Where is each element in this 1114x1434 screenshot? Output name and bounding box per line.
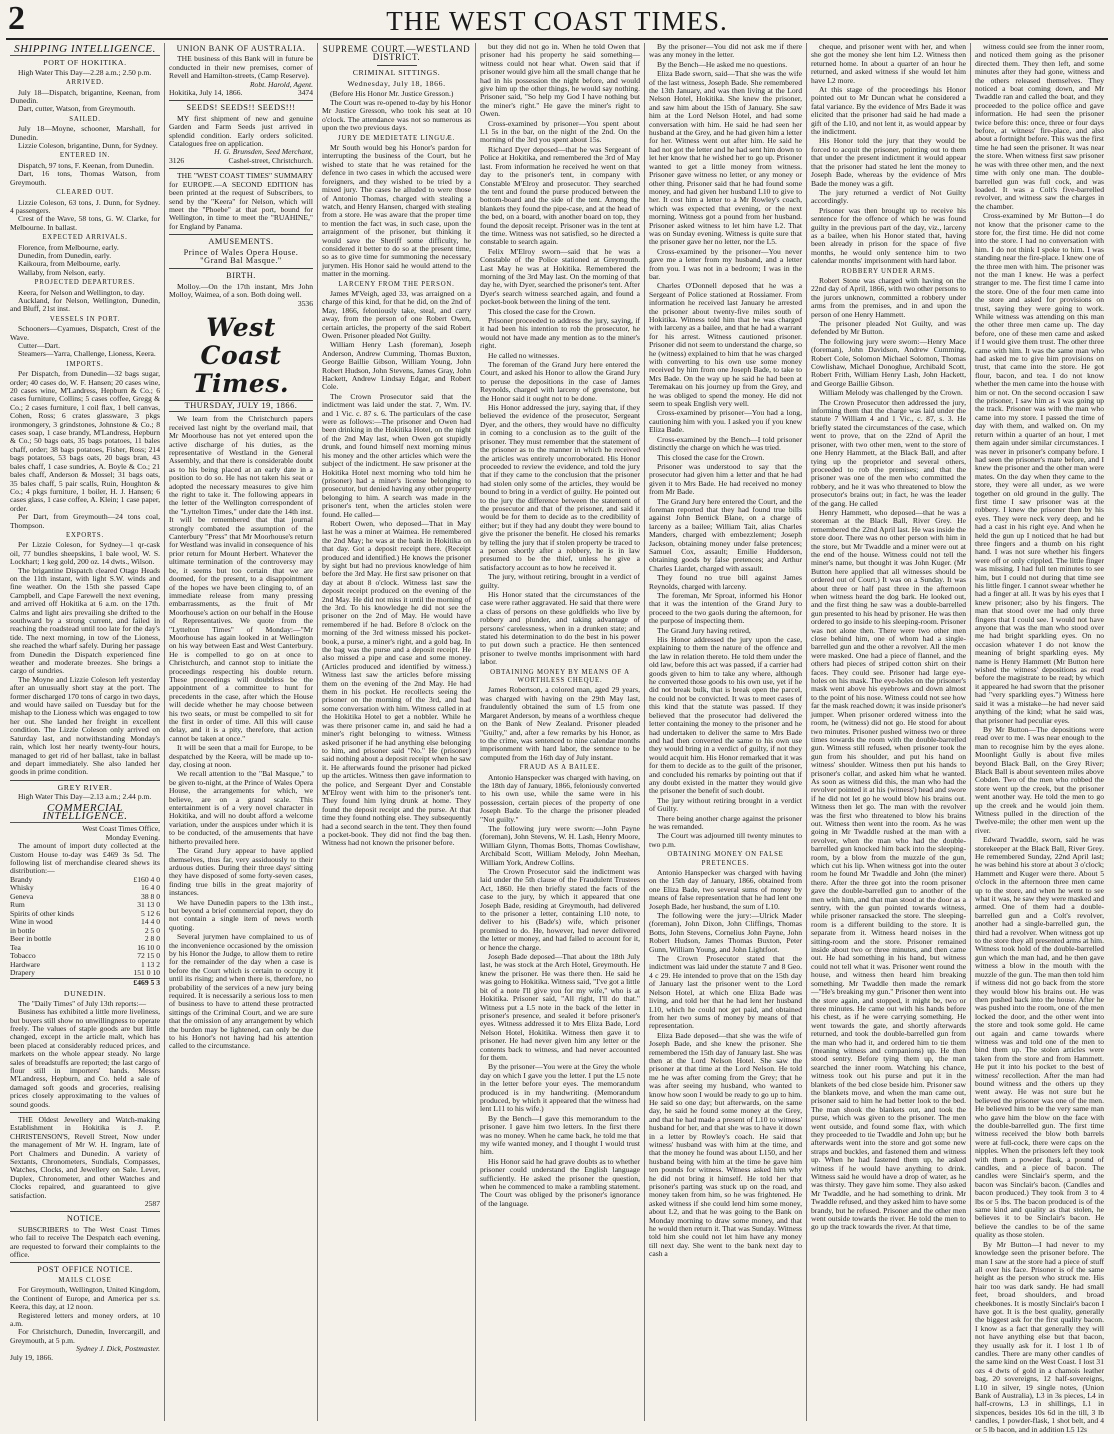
court-paragraph: Felix M'Elroy sworn—said that he was a Constable of the Police stationed at Greymouth. Last May he was at Hokitika. Remembered the morning of the 3rd May last. On the morning of that day he, with Dyer, searched the prisoner's tent. After Dyer's search witness searched again, and found a pocket-book between the lining of the tent. (480, 246, 640, 307)
arrived-line: July 18—Dispatch, brigantine, Keenan, from Dunedin. (10, 87, 160, 106)
duty-amount: 14 4 0 (141, 917, 160, 927)
court-paragraph: James Robertson, a colored man, aged 29 years, was charged with having on the 29th May last, fraudulently obtained the sum of L5 from one Margaret Anderson, by means of a worthless cheque on the Bank of New Zealand. Prisoner pleaded "Guilty," and, after a few remarks by his Honor, as to the crime, was sentenced to nine calendar months imprisonment with hard labor, the sentence to be computed from the 16th day of July instant. (480, 685, 640, 762)
court-paragraph: His Honor said he had grave doubts as to whether prisoner could understand the English language sufficiently. He asked the prisoner the question, when he commenced to make a rambling statement. The Court was obliged by the prisoner's ignorance of the language. (480, 1156, 640, 1208)
column-5 (645, 43, 807, 1421)
column-6 (807, 43, 971, 1421)
court-paragraph: By the prisoner—You were at the Grey the whole day on which I gave you the letter. I put the L5 note in the letter before your eyes. The memorandum produced is in my handwriting. (Memorandum produced, by which it appeared that the witness had lent L11 to his wife.) (480, 1062, 640, 1114)
arrived-line: Dart, cutter, Watson, from Greymouth. (18, 104, 136, 114)
birth-text: Molloy.—On the 17th instant, Mrs John Molloy, Waimea, of a son. Both doing well. (169, 281, 313, 300)
court-report (322, 90, 471, 848)
seeds-signature: H. G. Brunsden, Seed Merchant, (214, 147, 313, 157)
court-paragraph: Eliza Bade deposed—that she was the wife of Joseph Bade, and she knew the prisoner. She remembered the 15th day of January last. She was then at the Lord Nelson Hotel. She saw the prisoner at that time at the Lord Nelson. He told me he was after coming from the Grey; that he was after seeing my husband, who wanted to know how soon I would be ready to go up to him. He said so one day; but afterwards, on the same day, he said he found some money at the Grey, and that he had made a present of L10 to witness' husband for her, and that she was to have it down in a letter by Rowley's coach. He said that witness' husband was with him at the time, and that the money he found was about L150, and her husband being with him at the time he gave him ten pounds for witness. Witness asked him why he did not bring it himself. He told her that prisoner's parting was stuck up on the road, and money taken from him, so he was frightened. He asked witness if she could lend him some money, about L2, and that he was going to the Bank on Monday morning to draw some money, and that he would then return it. That was Sunday. Witness told him she could not let him have any money till next day. She went to the bank next day to cash a (649, 1030, 802, 1259)
imports-text: Per Dart, from Greymouth—24 tons coal, Thompson. (10, 512, 160, 530)
court-paragraph: Cross-examined by Mr Button—I do not know that the prisoner came to the store for, the first time. He did not come into the store. I had no conversation with him. I do not think I spoke to him. I was standing near the fire-place. I knew one of the three men with him. The prisoner was not the man I knew. He was a perfect stranger to me. The first time I came into the store. One of the four men came into the store and asked for provisions on trust, saying they were going to work. While witness was attending on this man the other three men came up. The day before, one of these men came and asked if I would give them trust. The other three came with him. It was the same man who had asked me to give him provisions on trust, that came into the store. He got flour, bacon, and tea. I do not know whether the men came into the house with him or not. On the second occasion I saw the prisoner, I saw him as I was going up the track. Prisoner was with the man who came into my store. I passed the time of day with them, and walked on. On my return within a quarter of an hour, I met them again under similar circumstances. I was never in prisoner's company before. I had seen the prisoner's mate before, and I knew the prisoner and the other man were mates. On the day when they came to the store, they were all under, as we were together on old ground in the gully. The first time I saw prisoner was at the robbery. I knew the prisoner then by his eyes. They were neck very deep, and he had a cast in his right eye. And when he held the gun up I noticed that he had but three fingers and a thumb on his right hand. I was not sure whether his fingers were off or only crippled. The little finger was missing. I had full ten minutes to see him, but I could not during that time see his little finger. I cannot swear whether he had a finger at all. It was by his eyes that I knew prisoner; also by his fingers. The man that stood over me had only three fingers that I could see. I would not have anyone that was the man who stood over me had bright sparkling eyes. On no occasion whatever I do not know the meaning of bright sparkling eyes. My name is Henry Hammett (Mr Button here wished the witness' depositions as read before the magistrate to be read; by which it appeared he had sworn that the prisoner had "very sparkling eyes.") Witness here said it was a mistake—he had never said anything of the kind; what he said was, that prisoner had peculiar eyes. (975, 211, 1104, 725)
seeds-ad-number: 3126 (169, 155, 185, 165)
court-paragraph: His Honor addressed the jury, saying that, if they believed the evidence of the prosecutor, Sergeant Dyer, and the others, they would have no difficulty in coming to a conclusion as to the guilt of the prisoner. They must remember that the statement of the prisoner as to the manner in which he received the articles was entirely uncorroborated. His Honor proceeded to review the evidence, and told the jury that if they came to the conclusion that the prisoner had stolen only some of the articles, they would be bound to bring in a verdict of guilty. He pointed out to the jury the difference between the statement of the prosecutor and that of the prisoner, and said it would be for them to decide as to the credibility of either; but if they had any doubt they were bound to give the prisoner the benefit. He closed his remarks by telling the jury that if stolen property be traced to a person shortly after a robbery, he is in law presumed to be the thief, unless he give a satisfactory account as to how he received it. (480, 403, 640, 572)
court-paragraph: The Crown Prosecutor then addressed the jury, informing them that the charge was laid under the statute 7 William 4 and 1 Vic., c. 87, s. 3. He briefly stated the circumstances of the case, which went to prove, that on the 22nd of April the prisoner, with two other men, went to the store of one Henry Hammett, at the Black Ball, and after tying up the proprietor and several others, proceeded to rob the premises; and that the prisoner was one of the men who committed the robbery, and he it was who threatened to blow the prosecutor's brains out; in fact, he was the leader of the gang. He called (811, 397, 966, 508)
grey-high-water: High Water This Day—2.13 a.m.; 2.44 p.m. (18, 792, 152, 802)
court-paragraph: This closed the case for the Crown. (488, 306, 596, 316)
court-paragraph: The prisoner pleaded Not Guilty, and was defended by Mr Button. (811, 319, 966, 337)
court-paragraph: Richard Dyer deposed—that he was Sergeant of Police at Hokitika, and remembered the 3rd of May last. From information he received he went on that day to the prisoner's tent, in company with Constable M'Elroy and prosecutor. They searched the tent and found the purse produced between the bottom-board and the side of the tent. Among the blankets they found the pipe-case, and at the head of the bed, on a board, with another board on top, they found the deposit receipt. Prisoner was in the tent at the time. Witness was not satisfied, so he directed a constable to search again. (480, 144, 640, 247)
court-paragraph: His Honor addressed the jury upon the case, explaining to them the nature of the offence and the law in relation thereto. He told them under the old law, before this act was passed, if a carrier had goods given to him to take any where, although he converted those goods to his own use, yet if he did not break bulk, that is break open the parcel, he could not be convicted. It was to meet cases of this kind that the statute was passed. If they believed that the prosecutor had delivered the letter containing the money to the prisoner and he had undertaken to deliver the same to Mrs Bade and had then converted the same to his own use they would bring in a verdict of guilty, if not they would acquit him. His Honor remarked that it was for them to decide as to the guilt of the prisoner, and concluded his remarks by pointing out that if any doubt existed in the matter they would give the prisoner the benefit of such doubt. (649, 635, 803, 796)
columns (6, 42, 1108, 1434)
vessels-line: Steamers—Yarra, Challenge, Lioness, Keera. (18, 349, 156, 359)
birth-number: 3536 (297, 298, 313, 308)
court-report-continued (811, 43, 966, 1232)
editorial-paragraph: It will be seen that a mail for Europe, to be despatched by the Keera, will be made up to-day, closing at noon. (169, 743, 313, 770)
duty-item: Tobacco (10, 951, 36, 961)
court-paragraph: He called no witnesses. (488, 350, 560, 360)
court-report-continued (480, 43, 640, 1208)
divider (169, 100, 313, 101)
court-paragraph: This closed the case for the Crown. (657, 452, 765, 462)
vessels-line: Schooners—Cyamues, Dispatch, Crest of the Wave. (10, 324, 160, 342)
office-date: Monday Evening. (105, 832, 160, 842)
bank-date: Hokitika, July 14, 1866. (169, 88, 243, 98)
court-paragraph: The foreman of the Grand Jury here entered the Court, and asked his Honor to allow the Grand Jury to peruse the depositions in the case of James Reynolds, charged with larceny of greenstone, but the Honor said it ought not to be done. (480, 360, 640, 403)
vessels-line: Cutter—Dart. (18, 341, 60, 350)
projected-line: Keera, for Nelson and Wellington, to day. (18, 287, 145, 297)
cleared-line: Crest of the Wave, 58 tons, G. W. Clarke, for Melbourne. In ballast. (10, 214, 160, 232)
court-paragraph: Cross-examined by the prisoner—You never gave me a letter from my husband, and a letter from you. I was not in a bedroom; I was in the bar. (649, 246, 802, 281)
duty-item: Brandy (10, 874, 33, 884)
imports-text: Per Dispatch, from Dunedin—32 bags sugar, order; 40 cases do, W. F. Hansen; 20 cases wine, 20 cases wine, M'Landress, Hepburn & Co.; 6 cases furniture, Collins; 5 cases coffee, Gregg & Co.; 2 cases furniture, 1 coil flax, 1 bell canvas, Cohen, Ross; 6 crates glassware, 3 pkgs ironmongery, 3 grindstones, Johnstone & Co.; 8 cases soap, 1 case brandy, M'Landress, Hepburn & Co.; 50 bags oats, 35 bags potatoes, 11 bales chaff, order; 38 bags potatoes, Fisher, Ross; 214 bags potatoes, 53 bags oats, 20 bags bran, 43 bales chaff, 1 case sundries, A. Boyle & Co.; 21 bales chaff, Anderson & Mossel; 31 bags oats, 35 bales chaff, 5 pair scalls, Ruin, Houghton & Co.; 4 pkgs furniture, 1 boiler, H. J. Hansen; 6 cases glass, 1 case coffee, A. Klein; 1 case paper, order. (10, 369, 160, 513)
exports-heading: EXPORTS. (66, 531, 104, 539)
court-paragraph: James M'Veigh, aged 33, was arraigned on a charge of this kind, for that he did, on the 2nd of May, 1866, feloniously take, steal, and carry away, from the person of one Robert Owen, certain articles, the property of the said Robert Owen. Prisoner pleaded Not Guilty. (322, 288, 471, 340)
court-paragraph: The Court was adjourned till twenty minutes to two p.m. (649, 831, 802, 849)
expected-line: Kaikoura, from Melbourne, early. (18, 259, 121, 269)
imports-heading: IMPORTS. (66, 360, 104, 368)
court-paragraph: The following were the jury:—Ulrick Mader (foreman), John Dixon, John Cliffings, Thomas Botts, John Stevens, Cornelius John Payne, John Robert Hudson, James Thomas Buxton, Peter Gunn, William Young, and John Lightfoot. (649, 911, 802, 954)
cleared-heading: CLEARED OUT. (56, 189, 114, 197)
court-paragraph: Antonio Hanspecker was charged with having, on the 18th day of January, 1866, feloniously converted to his own use, while the same were in his possession, certain pieces of the property of one Joseph Bade. To the charge the prisoner pleaded "Not guilty." (480, 772, 640, 824)
dunedin-heading: DUNEDIN. (63, 989, 107, 999)
court-paragraph: Mr South would beg his Honor's pardon for interrupting the business of the Court, but he wished to state that he was retained for the defence in two cases in which the accused were foreigners, and they wished to be tried by a mixed jury. The cases he alluded to were those of Antonio Thomas, charged with stealing a watch, and Henry Hansen, charged with stealing from a store. He was aware that the proper time to mention the fact was, in such case, upon the arraignment of the prisoner, but thinking it would save the Sheriff some difficulty, he considered it better to do so at the present time, so as to give time for summoning the necessary jurymen. His Honor said he would attend to the matter in the morning. (322, 143, 471, 279)
court-paragraph: Prisoner was understood to say that the prosecutor had given him a letter and that he had given it to Mrs Bade. He had received no money from Mr Bade. (649, 461, 802, 497)
duty-amount: 2 8 0 (144, 934, 160, 944)
court-paragraph: The Grand Jury having retired, (657, 625, 751, 635)
court-paragraph: By Mr Button—I had never to my knowledge seen the prisoner before. The man I saw at the store had a piece of stuff all over his face. Prisoner is of the same height as the person who struck me. His hair too was dark sandy. He had small feet, broad shoulders, and broad cheekbones. It is mostly Sinclair's bacon I have got. It is the best quality, generally the biggest ask for the first quality bacon. I know as a fact that generally they will not have anything else but that bacon, they usually ask for it. I lost 1 lb of candles. There are many other candles of the same kind on the West Coast. I lost 31 ozs 4 dwts of gold in a chamois leather bag, 20 sovereigns, 12 half-sovereigns, L10 in silver, 19 single notes, (Union Bank of Australia), L3 in 3s pieces, L4 in half-crowns, L3 in shillings, L1 in sixpences, besides 10s 6d in the till, 3 lb candles, 1 powder-flask, 1 shot belt, and 4 or 5 lb bacon, and in addition L5 12s (975, 1239, 1104, 1434)
entered-line: Dart, 16 tons, Thomas Watson, from Greymouth. (10, 169, 160, 187)
duty-amount: 16 4 0 (141, 883, 160, 893)
duty-total: £469 5 3 (116, 978, 160, 987)
duty-item: Wine in wood (10, 917, 53, 927)
post-date: July 19, 1866. (10, 1352, 54, 1362)
amusements-text: Prince of Wales Opera House. "Grand Bal Masque." (183, 247, 299, 265)
court-paragraph: By the Bench—I gave this memorandum to the prisoner. I gave him two letters. In the first there was no money. When he came back, he told me that my wife wanted money, and I thought I would trust him. (480, 1113, 640, 1157)
entered-heading: ENTERED IN. (59, 152, 111, 160)
court-paragraph: Prisoner was then brought up to receive his sentence for the offence of which he was found guilty in the previous part of the day, viz., larceny as a bailee, when his Honor stated that, having been already in prison for the space of five months, he would only sentence him to two calendar months' imprisonment with hard labor. (811, 205, 966, 266)
grey-river-heading: GREY RIVER. (57, 782, 113, 792)
court-paragraph: Robert Stone was charged with having on the 22nd day of April, 1866, with two other persons to the jurors unknown, committed a robbery under arms from the premises, and in and upon the person of one Henry Hammett. (811, 275, 966, 319)
court-paragraph: Charles O'Donnell deposed that he was a Sergeant of Police stationed at Rossiamer. From information he received last January he arrested the prisoner about twenty-five miles south of Hokitika. Witness told him that he was charged with larceny as a bailee, and that he had a warrant for his arrest. Witness cautioned prisoner. Prisoner did not seem to understand the charge, so he (witness) explained to him that he was charged with converting to his own use some money received by him from one Joseph Bade, to take to Mrs Bade. On the way up he said he had been at Teremakau on his journey up from the Grey, and he was obliged to spend the money. He did not seem to speak English very well. (649, 281, 802, 409)
court-paragraph: cheque, and prisoner went with her, and when she got the money she lent him L2. Witness then returned home. In about a quarter of an hour he returned, and asked witness if she would let him have L2 more. (811, 42, 966, 85)
court-paragraph: They found no true bill against James Reynolds, charged with larceny. (649, 573, 802, 591)
court-paragraph: Antonio Hanspecker was charged with having on the 15th day of January, 1866, obtained from one Eliza Bade, two several sums of money by means of false representation that he had lent one Joseph Bade, her husband, the sum of L10. (649, 868, 802, 911)
case-heading: FRAUD AS A BAILEE. (519, 764, 601, 772)
editorial-paragraph: We learn from the Christchurch papers received last night by the overland mail, that Mr Moorhouse has not yet entered upon the active discharge of his duties, as the representative of Westland in the General Assembly, and that there is considerable doubt as to his being placed at an early date in a position to do so. He has not taken his seat or adopted the necessary measures to give him the right to take it. The following appears in the letter of the Wellington correspondent of the "Lyttelton Times," under date the 14th inst. It will be remembered that that journal strongly combated the assumption of the Canterbury "Press" that Mr Moorhouse's return for Westland was invalid in consequence of his prior return for Mount Herbert. Whatever the ultimate termination of the controversy may be, it seems but too certain that we are doomed, for the present, to a disappointment of the hopes we have been clinging to, of an immediate release from many pressing embarrassments, as the fruit of Mr Moorhouse's action on our behalf in the House of Representatives. We quote from the "Lyttelton Times" of Monday:—"Mr Moorhouse has again looked in at Wellington on his way between East and West Canterbury. He is compelled to go on at once to Christchurch, and cannot stop to initiate the proceedings respecting his double return. These proceedings will doubtless be the appointment of a committee to hunt for precedents in the case, after which the House will decide whether he may choose between his two seats, or must be compelled to sit for the first in order of time. All this will cause delay, and it is a pity, therefore, that action cannot be taken at once." (169, 414, 313, 743)
duty-amount: 16 10 0 (137, 942, 160, 952)
duty-item: Spirits of other kinds (10, 908, 74, 918)
seeds-text: MY first shipment of new and genuine Garden and Farm Seeds just arrived in splendid condition. Early orders solicited. Catalogues free on application. (169, 113, 313, 149)
seeds-address: Cashel-street, Christchurch. (228, 155, 313, 165)
post-office-heading: POST OFFICE NOTICE. (37, 1265, 133, 1275)
court-paragraph: Edward Twaddle, sworn, said he was storekeeper at the Black Ball, River Grey. He remembered Sunday, 22nd April last; he was behind his store at about 3 o'clock; Hammett and Kuger were there. About 5 o'clock in the afternoon three men came up to the store, and when he went to see what it was, he saw they were masked and armed. One of them had a double-barrelled gun and a Colt's revolver, another had a single-barrelled gun, the third had a revolver. When witness got up to the store they all presented arms at him. Witness took hold of the double-barrelled gun which the man had, and he then gave witness a blow in the mouth with the muzzle of the gun. The man then told him if witness did not go back from the store they would blow his brains out. He was then pushed back into the house. After he was pushed into the room, one of the men locked the door, and the other went into the store and took some gold. He came out again and came towards where witness was and told one of the men to bind them up. The stolen articles were taken from the store and from Hammett. He put it into his pocket to the best of witness' recollection. After the man had bound witness and the others up they went away. He was not sure but he believed the prisoner was one of the men. He believed him to be the very same man who gave him the blow on the face with the double-barrelled gun. The first time witness received the blow both barrels were at full-cock, there were caps on the nipples. When the prisoners left they took with them a powder flask, a pound of candles, and a piece of bacon. The candles were Sinclair's sperm, and the bacon was Sinclair's bacon. (Candles and bacon produced.) They took from 3 to 4 lbs or 5 lbs. The bacon produced is of the same kind and quality as that stolen, he believes it to be Sinclair's bacon. He believe the candles to be of the same quality as those stolen. (975, 835, 1104, 1240)
commercial-heading: COMMERCIAL INTELLIGENCE. (10, 804, 160, 824)
divider (169, 168, 313, 169)
court-paragraph: The Grand Jury here entered the Court, and the foreman reported that they had found true bills against John Bentick Blane, on a charge of larceny as a bailee; William Tait, alias Charles Manders, charged with embezzlement; Joseph Jackson, obtaining money under false pretences; Samuel Cox, assault; Emilie Hudderson, obtaining goods by false pretences; and Arthur Charles Liardet, charged with assault. (649, 496, 802, 573)
court-paragraph: The foreman, Mr Sproat, informed his Honor that it was the intention of the Grand Jury to proceed to the two gaols during the afternoon, for the purpose of inspecting them. (649, 591, 802, 626)
duty-intro: The amount of import duty collected at the Custom House to-day was £469 3s 5d. The following list of merchandise cleared shews its distribution:— (10, 841, 160, 876)
court-paragraph: Cross-examined by prisoner—You spent about L1 5s in the bar, on the night of the 2nd. On the morning of the 3rd you spent about 15s. (480, 118, 640, 145)
shipping-news: The Moyne and Lizzie Coleson left yesterday after an unusually short stay at the port. The former discharged 170 tons of cargo in two days, and would have sailed on Tuesday but for the mishap to the Lioness which was engaged to tow her out. She landed her freight in excellent condition. The Lizzie Coleson only arrived on Saturday last, and notwithstanding Monday's rain, which lost her nearly twenty-four hours, managed to get rid of her ballast, take in ballast and depart immediately. She also landed her goods in prime condition. (10, 674, 160, 777)
jeweller-ad: THE Oldest Jewellery and Watch-making Establishment in Hokitika is J. P. CHRISTENSON'S, Revell Street, Now under the management of Mr W. H. Ingram, late of Port Chalmers and Dunedin. A variety of Sextants, Chronometers, Sundials, Compasses, Watches, Clocks, and Jewellery on Sale. Lever, Duplex, Chronometer, and other Watches and Clocks repaired, and guaranteed to give satisfaction. (10, 1114, 160, 1200)
court-paragraph: His Honor told the jury that they would be forced to acquit the prisoner, pointing out to them that under the present indictment it would appear that the prisoner had stated he lent the money to Joseph Bade, whereas by the evidence of Mrs Bade the money was a gift. (811, 136, 966, 188)
case-heading: JURY DE MEDIETATE LINGUÆ. (338, 134, 455, 142)
court-paragraph: By the prisoner—You did not ask me if there was any money in the letter. (649, 42, 802, 60)
duty-row (10, 969, 160, 978)
court-paragraph: William Melody was challenged by the Crown. (819, 388, 963, 398)
editorial-banner: West Coast Times. (192, 312, 290, 398)
entered-line: Dispatch, 97 tons, F. Keenan, from Dunedin. (18, 160, 154, 170)
duty-amount: £160 4 0 (133, 874, 160, 884)
duty-amount: 1 13 2 (141, 959, 160, 969)
mails-line: Registered letters and money orders, at 10 a.m. (10, 1310, 160, 1328)
dunedin-text: Business has exhibited a little more liveliness, but buyers still show no unwillingness to operate freely. The values of staple goods are but little changed, except in the article malt, which has been placed at considerably reduced prices, and markets on the whole appear steady. No large sales of breadstuffs are reported; the last cargo of flour still in importers' hands. Messrs M'Landress, Hepburn, and Co. held a sale of damaged soft goods and groceries, realising prices closely approximating to the values of sound goods. (10, 1007, 160, 1109)
court-paragraph: Robert Owen, who deposed—That in May last he was a miner at Waimea. He remembered the 2nd May; he was at the bank in Hokitika on that day. Got a deposit receipt there. (Receipt produced and identified.) He knows the prisoner by sight but had no previous knowledge of him before the 3rd May. He first saw prisoner on that day at about 8 o'clock. Witness last saw the deposit receipt produced on the evening of the 2nd May. He did not miss it until the morning of the 3rd. To his knowledge he did not see the prisoner on the 2nd of May. He would have remembered if he had. Before 8 o'clock on the morning of the 3rd witness missed his pocket-book, a purse, a miner's right, and a gold bag. In the bag was the purse and a deposit receipt. He also missed a pipe and case and some money. (Articles produced and identified by witness.) Witness last saw the articles before missing them on the evening of the 2nd May. He had them in his pocket. He recollects seeing the prisoner on the morning of the 3rd, and had some conversation with him. Witness called in at the Hokitika Hotel to get a nobbler. While he was there prisoner came in, and said he had a miner's right belonging to witness. Witness asked prisoner if he had anything else belonging to him, and prisoner said "No." He (prisoner) said nothing about a deposit receipt when he saw it. He afterwards found the prisoner had picked up the articles. Witness then gave information to the police, and Sergeant Dyer and Constable M'Elroy went with him to the prisoner's tent. They found him lying drunk at home. They found the deposit receipt and the purse. At that time they found nothing else. They subsequently had a second search in the tent. They then found a pocket-book. They did not find the bag then. Witness had not known the prisoner before. (322, 518, 471, 848)
column-4 (476, 43, 645, 1421)
bank-text: THE business of this Bank will in future be conducted in their new premises, corner of Revell and Hamilton-streets, (Camp Reserve). (169, 54, 313, 81)
duty-amount: 72 15 0 (137, 951, 160, 961)
cleared-line: Lizzie Coleson, 63 tons, J. Dunn, for Sydney. 4 passengers. (10, 197, 160, 215)
office-line: West Coast Times Office, (82, 824, 160, 834)
sittings-heading: CRIMINAL SITTINGS. (352, 67, 441, 77)
duty-amount: 2 5 0 (144, 925, 160, 935)
court-paragraph: The jury returned a verdict of Not Guilty accordingly. (811, 187, 966, 206)
page-number: 2 (8, 0, 25, 37)
court-paragraph: Joseph Bade deposed—That about the 18th July last, he was stock at the Arch Hotel, Greymouth. He knew the prisoner. He was there then. He said he was going to Hokitika. Witness said, "I've got a little bit of a note I'll give you for my wife," who is at Hokitika. Prisoner said, "All right, I'll do that." Witness put a L5 note in the back of the letter in prisoner's presence, and sealed it before prisoner's eyes. Witness addressed it to Mrs Eliza Bade, Lord Nelson Hotel, Hokitika. Witness then gave it to prisoner. He had never given him any letter or the contents back to witness, and had never accounted for them. (480, 952, 640, 1062)
column-2 (165, 43, 318, 1421)
editorial-text (169, 415, 313, 1050)
court-paragraph: By the Bench—He asked me no questions. (657, 59, 788, 69)
court-paragraph: At this stage of the proceedings his Honor pointed out to Mr Duncan what he considered a fatal variance. By the evidence of Mrs Bade it was elicited that the prisoner had said he had made a gift of the L10, and not lent it, as would appear by the indictment. (811, 85, 966, 137)
court-paragraph: The jury without retiring brought in a verdict of Guilty. (649, 795, 802, 814)
court-paragraph: The following jury were sworn:—John Payne (foreman), John Stevens, W. H. Lash, Henry Moore, William Glynn, Thomas Botts, Thomas Cowlishaw, Archibald Scott, William Melody, John Meehan, William York, Andrew Collins. (480, 823, 640, 867)
bank-ad-number: 3474 (297, 88, 313, 98)
court-paragraph: The Crown Prosecutor said the indictment was laid under the 5th clause of the Fraudulent Trustees Act, 1860. He then briefly stated the facts of the case to the jury, by which it appeared that one Joseph Bade, residing at Greymouth, had delivered to the prisoner a letter, containing L10 note, to deliver to his (Bade's) wife, which prisoner promised to do. He, however, had never delivered the letter or money, and had failed to account for it, or hence the charge. (480, 867, 640, 952)
bank-heading: UNION BANK OF AUSTRALIA. (176, 44, 306, 53)
sailed-heading: SAILED. (69, 115, 101, 123)
duty-table (10, 876, 160, 988)
duty-item: Drapery (10, 968, 35, 978)
editorial-paragraph: Several jurymen have complained to us of the inconvenience occasioned by the omission by his Honor the Judge, to allow them to retire for the remainder of the day when a case is before the Court which is certain to occupy it until its rising; and when there is, therefore, no probability of the services of a new jury being required. It is necessarily a serious loss to men of business to have to attend these protracted sittings of the Criminal Court, and we are sure that the omission of any arrangement by which the burden may be lightened, can only be due to his Honor's not having had his attention called to the circumstance. (169, 932, 313, 1051)
duty-item: Rum (10, 900, 25, 910)
shipping-news: The brigantine Dispatch cleared Otago Heads on the 11th instant, with light S.W. winds and fine weather. On the 15th she passed Cape Campbell, and Cape Farewell the next evening, and arrived off Hokitika at 6 a.m. on the 17th. Calms and light airs prevailing she drifted to the southward by a strong current, and failed in reaching the roadstead until too late for the day's tide. The next morning, in tow of the Lioness, she reached the wharf safely. During her passage from Dunedin the Dispatch experienced fine weather and moderate breezes. She brings a cargo of sundries. (10, 565, 160, 676)
court-paragraph: Cross-examined by the Bench—I told prisoner distinctly the charge on which he was tried. (649, 434, 802, 453)
column-3 (318, 43, 476, 1421)
court-paragraph: The Crown Prosecutor said that the indictment was laid under the stat. 7, Wm. IV. and 1 Vic. c. 87 s. 6. The particulars of the case were as follows:—The prisoner and Owen had been drinking in the Hokitika Hotel, on the night of the 2nd May last, when Owen got stupidly drunk, and found himself next morning minus his money and the other articles which were the subject of the indictment. He saw prisoner at the Hokitika Hotel next morning who told him he (prisoner) had a miner's license belonging to prosecutor, but denied having any other property belonging to him. A search was made in the prisoner's tent, when the articles stolen were found. He called— (322, 391, 471, 519)
divider (10, 1112, 160, 1113)
divider (10, 1211, 160, 1212)
court-paragraph: The Court was re-opened to-day by his Honor Mr Justice Gresson, who took his seat at 10 o'clock. The attendance was not so numerous as upon the two previous days. (322, 98, 471, 133)
editorial-paragraph: The Grand Jury appear to have applied themselves, thus far, very assiduously to their arduous duties. During their three days' sitting they have disposed of some forty-seven cases, finding true bills in the great majority of instances. (169, 846, 313, 898)
court-report-continued (975, 43, 1104, 1434)
expected-line: Wallaby, from Nelson, early. (18, 267, 105, 277)
duty-item: Hardware (10, 959, 40, 969)
case-heading: OBTAINING MONEY ON FALSE PRETENCES. (667, 851, 784, 867)
newspaper-title: THE WEST COAST TIMES. (386, 6, 728, 36)
port-heading: PORT OF HOKITIKA. (43, 58, 127, 68)
exports-text: Per Lizzie Coleson, for Sydney—1 qr-cask oil, 77 bundles sheepskins, 1 bale wool, W. S. Lockhart; 1 keg gold, 200 oz. 14 dwts., Wilson. (10, 540, 160, 567)
shipping-heading: SHIPPING INTELLIGENCE. (10, 45, 160, 56)
court-paragraph: but they did not go in. When he told Owen that prisoner had his property he said something—witness could not hear what. Owen said that if prisoner would give him all the small change that he had in his possession the night before, and would give him up the other things, he would say nothing. Prisoner said, "So help my God I have nothing but the miner's right." He gave the miner's right to Owen. (480, 42, 640, 119)
editorial-date: THURSDAY, JULY 19, 1866. (169, 400, 313, 412)
divider (377, 65, 417, 66)
dunedin-text: The "Daily Times" of July 13th reports:— (18, 998, 147, 1008)
notice-text: SUBSCRIBERS to The West Coast Times who fail to receive The Despatch each evening, are requested to forward their complaints to the office. (10, 1224, 160, 1260)
masthead (6, 0, 1108, 40)
court-paragraph: There being another charge against the prisoner he was remanded. (649, 813, 802, 831)
projected-heading: PROJECTED DEPARTURES. (34, 279, 136, 287)
duty-item: Whisky (10, 883, 34, 893)
column-7 (971, 42, 1108, 1434)
court-paragraph: The following jury were sworn:—Henry Mace (foreman), John Davidson, Andrew Cumming, Robert Cole, Solomon Michael Solomon, Thomas Cowlishaw, Michael Donoghue, Archibald Scott, Robert Frith, William Henry Lash, John Hackett, and George Baillie Gibson. (811, 336, 966, 388)
court-paragraph: By Mr Button—The depositions were read over to me. I was near enough to the man to recognise him by the eyes alone. Moonlight Gully is about five miles beyond Black Ball, on the Grey River; Black Ball is about seventeen miles above Cobden. Two of the men who robbed the store went up the creek, but the prisoner went another way. He told the men to go up the creek and he would join them. Witness pulled in the direction of the Twelve-mile; the other men went up the river. (975, 724, 1104, 835)
duty-amount: 5 12 6 (141, 908, 160, 918)
divider (10, 780, 160, 781)
expected-heading: EXPECTED ARRIVALS. (42, 234, 128, 242)
court-paragraph: witness could see from the inner room, and noticed them going as the prisoner directed them. They then left, and some minutes after they had gone, witness and the others released themselves. They noticed a boat coming down, and Mr Twaddle ran and called the boat, and they proceeded to the police office and gave information. He had seen the prisoner twice before this: once, three or four days before, at witness' fire-place, and also about a fortnight before. This was the first time he had seen the prisoner. It was near the store. When witness first saw prisoner he was with three other men, and the next time with only one man. The double-barrelled gun was full cock, and was loaded. It was a Colt's five-barrelled revolver, and witness saw the charges in the chamber. (975, 42, 1104, 211)
mails-line: For Greymouth, Wellington, United Kingdom, the Continent of Europe, and America per s.s. Keera, this day, at 12 noon. (10, 1285, 160, 1312)
court-paragraph: William Henry Lash (foreman), Joseph Anderson, Andrew Cumming, Thomas Buxton, George Baillie Gibson, William Young, John Robert Hudson, John Stevens, James Gray, John Hackett, Andrew Lindsay Edgar, and Robert Cole. (322, 340, 471, 392)
vessels-heading: VESSELS IN PORT. (49, 315, 121, 323)
divider (169, 234, 313, 235)
summary-notice: THE "WEST COAST TIMES" SUMMARY for EUROPE.—A SECOND EDITION has been printed at the request of Subscribers, to send by the "Keera" for Nelson, which will meet the "Phoebe" at that port, bound for Wellington, in time to meet the "RUAHINE," for England by Panama. (169, 171, 313, 231)
duty-amount: 31 13 0 (137, 900, 160, 910)
duty-item: in bottle (10, 925, 36, 935)
case-heading: LARCENY FROM THE PERSON. (338, 280, 455, 288)
divider (10, 1262, 160, 1263)
bank-date-line (169, 89, 313, 97)
mails-heading: MAILS CLOSE (58, 1276, 112, 1284)
court-paragraph: Cross-examined by prisoner—You had a long, cautioning him with you. I asked you if you knew Eliza Bade. (649, 408, 802, 435)
duty-item: Beer in bottle (10, 934, 52, 944)
seeds-address-line (169, 157, 313, 165)
birth-heading: BIRTH. (226, 271, 256, 281)
duty-item: Tea (10, 942, 21, 952)
projected-line: Auckland, for Nelson, Wellington, Dunedin, and Bluff, 21st inst. (10, 295, 160, 314)
divider (169, 268, 313, 269)
column-1 (6, 43, 165, 1421)
editorial-paragraph: We recall attention to the "Bal Masque," to be given to-night, at the Prince of Wales Opera House, the arrangements for which, we believe, are on a grand scale. This entertainment is of a very novel character in Hokitika, and will no doubt afford a welcome variation, under the auspices under which it is to be conducted, of the amusements that have hitherto prevailed here. (169, 769, 313, 846)
court-paragraph: The jury, without retiring, brought in a verdict of guilty. (480, 572, 640, 590)
arrived-heading: ARRIVED. (65, 79, 105, 87)
court-paragraph: (Before His Honor Mr. Justice Gresson.) (330, 88, 454, 98)
court-paragraph: Prisoner proceeded to address the jury, saying, if it had been his intention to rob the prosecutor, he would not have made any mention as to the miner's right. (480, 316, 640, 351)
postmaster: Sydney J. Dick, Postmaster. (76, 1344, 160, 1354)
notice-heading: NOTICE. (66, 1214, 104, 1224)
court-paragraph: Henry Hammett, who deposed—that he was a storeman at the Black Ball, River Grey. He remembered the 22nd April last. He was inside the store door. There was no other person with him in the store, but Mr Twaddle and a miner were out at the end of the house. Witness could not tell the miner's name, but thought it was John Kuger. (Mr Button here applied that all witnesses should be ordered out of Court.) It was on a Sunday. It was about three or half past three in the afternoon when witness heard the dog bark. He looked out, and the first thing he saw was a double-barrelled gun presented to his head by prisoner. He was then ordered to go inside to his sleeping-room. Prisoner was not alone then. There were two other men close behind him, one of whom had a single-barrelled gun and the other a revolver. All the men were masked. One had a piece of flannel, and the others had pieces of striped cotton shirt on their faces. They could see. Prisoner had large eye-holes on his mask. The eye-holes on the prisoner's mask went above his eyebrows and down almost to the point of his nose. Witness could not see how far the mask reached down; it was inside prisoner's jumper. When prisoner ordered witness into the room, he (witness) did not go. He stood for about two minutes. Prisoner pushed witness two or three times towards the room with the double-barrelled gun. Witness still refused, when prisoner took the gun from his shoulder, and put his hand on witness' shoulder. Witness then put his hands to prisoner's collar, and asked him what he wanted. As soon as witness did this, the man who had the revolver pointed it at his (witness') head and swore if he did not let go he would blow his brains out. Witness then let go. The man with the revolver was the first who threatened to blow his brains out. Witness then went into the room. As he was going in Mr Twaddle rushed at the man with a revolver, when the man who had the double-barrelled gun knocked him back into the sleeping-room, by a blow from the muzzle of the gun, which cut his lip. When witness got into the outer room he found Mr Twaddle and John (the miner) there. After the three got into the room prisoner gave the double-barrelled gun to another of the men with him, and that man stood at the door as a sentry, with the gun pointed towards witness, while prisoner ransacked the store. The sleeping-room is a different building to the store. It is separate from it. Witness heard noises in the sitting-room and the store. Prisoner remained inside about two or three minutes, and then came out. He had something in his hand, but witness could not tell what it was. Prisoner went round the house, and witness then heard him breaking something. Mr Twaddle then made the remark—"He's breaking my gun." Prisoner then went into the store again, and stopped, it might be, two or three minutes. He came out with his hands before his chest, as if he were carrying something. He went towards the gate, and shortly afterwards returned, and took the double-barrelled gun from the man who had it, and ordered him to tie them (meaning witness and companions) up. He then stood sentry. Before tying them up, the man searched the inner room. Watching his chance, witness took out his purse and put it in the blankets of the bed close beside him. Prisoner saw the blankets move, and when the man came out, prisoner said to him he had better look to the bed. The man shook the blankets out, and took the purse, which was given to the prisoner. The men went outside, and found some flax, with which they proceeded to tie Twaddle and John up; but he afterwards went into the store and got some new straps and buckles, and fastened them and witness up. When he had fastened them up, he asked witness if he would have anything to drink. Witness said he would have a drop of water, as he was thirsty. They gave him some. They also asked Mr Twaddle, and he had something to drink. Mr Twaddle refused, and they asked him to have some brandy, but he refused. Prisoner and the other men went outside towards the river. He told the men to go up the track towards the river. At that time, (811, 507, 966, 1232)
expected-line: Dunedin, from Dunedin, early. (18, 250, 112, 260)
duty-amount: 38 8 0 (141, 891, 160, 901)
case-heading: ROBBERY UNDER ARMS. (841, 267, 936, 275)
duty-amount: 151 0 10 (133, 968, 160, 978)
court-paragraph: The Crown Prosecutor stated that the indictment was laid under the statute 7 and 8 Geo. 4 c 29. He intended to prove that on the 15th day of January last the prisoner went to the Lord Nelson Hotel, at which one Eliza Bade was living, and told her that he had lent her husband L10, which he could not get paid, and obtained from her two sums of money by means of that representation. (649, 954, 802, 1031)
bank-signature: Robt. Harold, Agent. (249, 79, 313, 89)
sittings-date: Wednesday, July 18, 1866. (347, 79, 446, 89)
mails-line: For Christchurch, Dunedin, Invercargill, and Greymouth, at 5 p.m. (10, 1327, 160, 1345)
amusements-heading: AMUSEMENTS. (208, 237, 274, 247)
court-heading: SUPREME COURT.—WESTLAND DISTRICT. (322, 44, 471, 63)
sailed-line: July 18—Moyne, schooner, Marshall, for Dunedin. (10, 124, 160, 142)
court-paragraph: Eliza Bade sworn, said—That she was the wife of the last witness, Joseph Bade. She remembered the 13th January, and was then living at the Lord Nelson Hotel, Hokitika. She knew the prisoner, and saw him about the 15th of January. She saw him at the Lord Nelson Hotel, and had some conversation with him. He said he had seen her husband at the Grey, and he had given him a letter for her. Witness went out after him. He said he had not got the letter and he had sent him down to let her know that he wished her to go up. Prisoner wanted to get a little money from witness. Prisoner gave witness no letter, or any money or other thing. Prisoner said that he had found some money, and had given her husband L10 to give to her. It cost him a letter to a Mr Rowley's coach, which was expected that evening, or the next morning. Witness got a pound from her husband. Prisoner asked witness to let him have L2. That was on Sunday evening. Witness is quite sure that the prisoner gave her no letter, nor the L5. (649, 69, 802, 247)
seeds-heading: SEEDS! SEEDS!! SEEDS!!! (186, 103, 296, 113)
duty-item: Geneva (10, 891, 34, 901)
court-report-continued (649, 43, 802, 1259)
expected-line: Florence, from Melbourne, early. (18, 242, 119, 252)
high-water: High Water This Day—2.28 a.m.; 2.50 p.m. (18, 67, 152, 77)
court-paragraph: His Honor stated that the circumstances of the case were rather aggravated. He said that there were a class of persons on these goldfields who live by robbery and plunder, and taking advantage of persons' carelessness, when in a drunken state; and stated his determination to do the best in his power to put down such a practice. He then sentenced prisoner to twelve months imprisonment with hard labor. (480, 590, 640, 667)
duty-total-row (10, 978, 160, 987)
ad-number: 2587 (144, 1199, 160, 1209)
editorial-paragraph: We have Dunedin papers to the 13th inst., but beyond a brief commercial report, they do not contain a single item of news worth quoting. (169, 897, 313, 932)
sailed-line: Lizzie Coleson, brigantine, Dunn, for Sydney. (18, 141, 158, 151)
case-heading: OBTAINING MONEY BY MEANS OF A WORTHLESS CHEQUE. (490, 668, 630, 685)
